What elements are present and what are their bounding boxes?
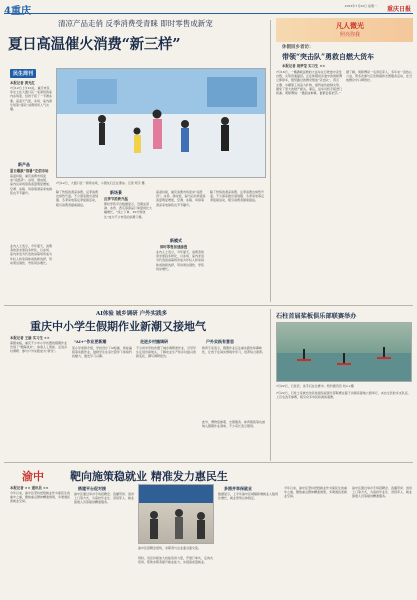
mid-body-e: 此外，博物馆参观、志愿服务、体育锻炼等也被纳入假期作业清单，不少家长表示赞同。 xyxy=(202,420,266,429)
top-sub2b: 反季节消费升温 xyxy=(104,197,128,201)
banner-title: 凡人微光 xyxy=(336,21,364,30)
bottom-tag: 渝中 xyxy=(22,470,44,483)
job-fair-photo xyxy=(138,484,214,544)
top-body-g: 除了传统的清凉消费，反季消费也悄然升温。不少商家推出羽绒服、冬季家电等反季促销活动，吸引消费者提前囤货。 xyxy=(210,190,265,203)
top-headline: 夏日高温催火消费“新三样” xyxy=(8,36,181,53)
section-divider-2 xyxy=(4,462,413,463)
mid-headline: 重庆中小学生假期作业新潮又接地气 xyxy=(30,320,206,333)
side-headline: 石柱首届桨板俱乐部联赛举办 xyxy=(276,313,357,320)
mid-sub2: 走进乡村搞调研 xyxy=(140,339,168,344)
mid-kicker: AI体验 城乡调研 户外实践多 xyxy=(96,311,168,317)
paddlers-illustration xyxy=(277,323,412,382)
photo-caption: 7月12日，大渡口区一商场冰场，小朋友们正在滑冰。记者 郑宇 摄 xyxy=(56,181,145,185)
top-sub3b: 即时零售加速渗透 xyxy=(160,245,188,249)
brand-logo: 重庆日报 xyxy=(386,6,411,13)
top-sub1b: 夏日爆款“消暑”走俏市场 xyxy=(10,169,49,173)
bottom-body-d: 数据显示，上半年渝中区城镇新增就业人数同比增长，就业形势总体稳定。 xyxy=(218,492,279,501)
banner-subtitle: 照亮你我 xyxy=(340,32,361,38)
mid-byline: 本报记者 王渝 实习生 ×× xyxy=(10,336,50,340)
skating-rink-photo xyxy=(56,68,266,178)
bottom-body-b: 渝中区通过举办专场招聘会、直播带岗、送岗上门等方式，为高校毕业生、退役军人、就业困难人员等提供精准服务。 xyxy=(74,492,134,505)
mid-body-b: 某小学老师介绍，学校设计了AI绘画、智能编程等实践作业，鼓励学生在家长陪伴下体验科技魅力，激发学习兴趣。 xyxy=(72,346,132,359)
top-body-a: 高温持续，重庆消费市场迎来“凉经济”。冰场、游泳馆、室内运动场馆客流量明显增加，空调、冰箱、风扇等清凉家电销售也节节攀升。 xyxy=(10,174,52,195)
mid-sub3: 户外实践有意思 xyxy=(206,339,234,344)
mid-body-d: 教育专家表示，假期作业应注重实践性和趣味性，让孩子在真实情境中学习，培养综合素养。 xyxy=(202,346,266,355)
top-sub2: 新场景 xyxy=(110,190,122,195)
column-divider-2 xyxy=(270,309,271,461)
bottom-headline: 靶向施策稳就业 精准发力惠民生 xyxy=(70,470,228,483)
top-body-b: 业内人士表示，今年夏天，消费者的需求更趋多样化，以冰场、室内冲浪为代表的消暑场所成为年轻人和家庭休闲的新选择，带动周边餐饮、零售同步增长。 xyxy=(10,244,52,265)
bottom-body-f: 渝中区通过举办专场招聘会、直播带岗、送岗上门等方式，为高校毕业生、退役军人、就业困难人员等提供精准服务。 xyxy=(352,486,412,499)
bottom-byline: 本报记者 ×× 通讯员 ×× xyxy=(10,486,49,490)
top-body-f: 业内人士表示，今年夏天，消费者的需求更趋多样化，以冰场、室内冲浪为代表的消暑场所成为年轻人和家庭休闲的新选择，带动周边餐饮、零售同步增长。 xyxy=(156,250,205,271)
top-body-d: 即时零售平台数据显示，近期冰淇淋、冰饮、西瓜等商品订单量同比大幅增长，“线上下单、30分钟送达”成为不少市民的消费习惯。 xyxy=(104,202,152,219)
mid-body-a: 暑假来临，重庆不少中小学布置的假期作业告别了“题海战术”，体验人工智能、走进乡村调研、参与户外实践成为“新宠”。 xyxy=(10,341,68,354)
side-body: 7月22日，石柱土家族自治县首届桨板俱乐部联赛在藤子沟国家湿地公园举行，来自全县的多支队伍、上百名选手参赛，吸引众多市民和游客观赛。 xyxy=(276,391,411,400)
bottom-photo-caption: 渝中区招聘会现场，求职者与企业面对面交流。 xyxy=(138,546,202,550)
top-tag: 民生周刊 xyxy=(10,69,36,78)
right-body-2: 据了解，周师傅是一名退伍军人，多年来一直热心公益，曾多次参与应急救援和志愿服务活动，在当地群众中口碑很好。 xyxy=(346,70,412,83)
mid-body-c: 不少初中学校布置了城乡调研类作业，引导学生走进田间地头，了解农业生产和乡村振兴的新变化，撰写调研报告。 xyxy=(136,346,197,359)
top-byline: 本报记者 黄光红 xyxy=(10,81,35,85)
section-divider-1 xyxy=(4,305,413,306)
paddleboard-photo xyxy=(276,322,412,382)
mid-sub1: “AI+”作业更新潮 xyxy=(74,339,107,344)
bottom-body-e: 今年以来，渝中区坚持把稳就业作为保民生的重中之重，聚焦重点群体精准施策，多渠道拓宽就业空间。 xyxy=(284,486,348,499)
date-line: 2023年7月24日 星期一 xyxy=(344,4,377,8)
top-body-c: 除了传统的清凉消费，反季消费也悄然升温。不少商家推出羽绒服、冬季家电等反季促销活动，吸引消费者提前囤货。 xyxy=(56,190,99,207)
page-label: 4重庆 xyxy=(4,6,31,17)
bottom-body-c: 同时，该区持续加大技能培训力度，开展订单式、定向式培训，帮助求职者提升就业能力，实现高质量就业。 xyxy=(138,556,214,565)
right-banner xyxy=(276,18,413,42)
side-photo-caption: 7月22日，石柱县，选手们在比赛中。特约通讯员 刘××摄 xyxy=(276,384,354,388)
column-divider xyxy=(270,20,271,302)
right-headline: 带领“突击队”勇救自燃大货车 xyxy=(282,52,375,61)
top-sub3: 新模式 xyxy=(170,238,182,243)
bottom-sub1: 搭建平台促对接 xyxy=(78,486,106,491)
bottom-body-a: 今年以来，渝中区坚持把稳就业作为保民生的重中之重，聚焦重点群体精准施策，多渠道拓宽就业空间。 xyxy=(10,491,70,504)
right-body: 7月16日，一辆满载货物的大货车在行驶途中突发自燃，火势迅速蔓延。正在休假回乡途中的周师傅立即停车，组织路过的群众组成“突击队”，用灭火器、水桶等工具奋力扑救，最终成功控制火势，避免了更大的财产损失。事后，货车司机专程登门致谢。周师傅说：“遇到这种事，谁都会搭把手。” xyxy=(276,70,342,96)
right-kicker: 休假回乡者访： xyxy=(282,45,314,50)
top-body-e: 高温持续，重庆消费市场迎来“凉经济”。冰场、游泳馆、室内运动场馆客流量明显增加，空调、冰箱、风扇等清凉家电销售也节节攀升。 xyxy=(156,190,206,207)
top-intro: 7月12日上午10点，重庆市民李女士在大渡口区一家商场的室内冰场里，给孩子报了一节滑冰课。高温天气里，冰场、室内游乐场等“清凉”消费场所人气火爆。 xyxy=(10,86,52,112)
right-byline: 本报记者 周梦莹 实习生 ×× xyxy=(282,64,326,68)
top-sub1: 新产品 xyxy=(18,162,30,167)
bottom-sub2: 多措并举保就业 xyxy=(224,486,252,491)
skaters-illustration xyxy=(57,69,266,178)
top-kicker: 清凉产品走俏 反季消费受青睐 即时零售成新宠 xyxy=(58,19,213,28)
job-fair-illustration xyxy=(139,485,214,544)
